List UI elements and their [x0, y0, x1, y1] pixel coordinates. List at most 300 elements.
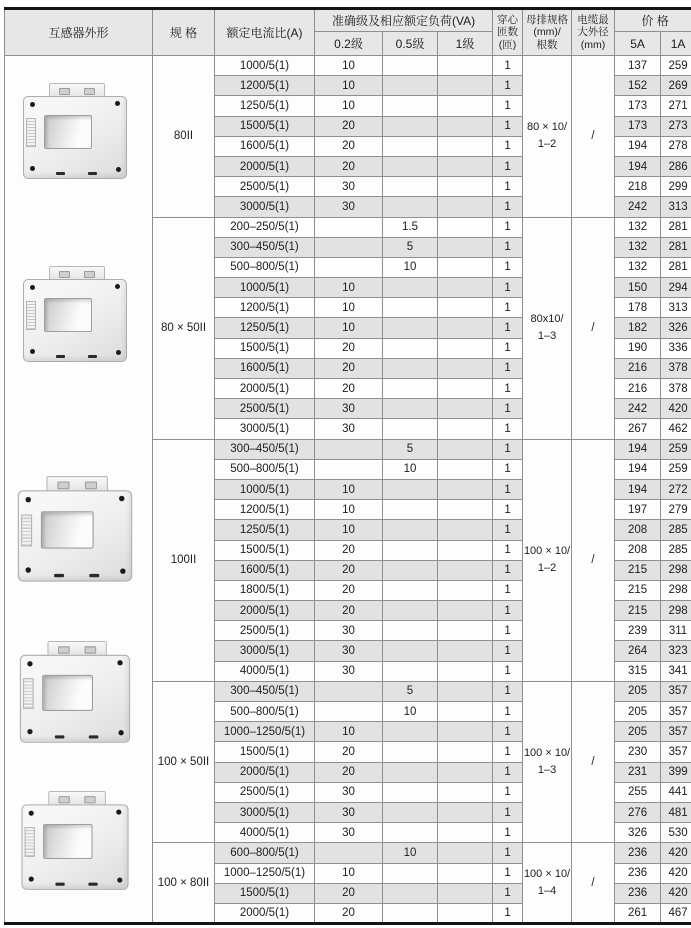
- turns-cell: 1: [493, 621, 523, 641]
- ratio-cell: 1500/5(1): [215, 883, 315, 903]
- class02-cell: [315, 217, 383, 237]
- class1-cell: [438, 722, 493, 742]
- price-1a-cell: 323: [661, 641, 691, 661]
- class05-cell: [383, 823, 438, 843]
- class05-cell: [383, 197, 438, 217]
- ratio-cell: 500–800/5(1): [215, 257, 315, 277]
- price-1a-cell: 462: [661, 419, 691, 439]
- class05-cell: [383, 318, 438, 338]
- table-header: [5, 9, 691, 56]
- class1-cell: [438, 621, 493, 641]
- header-cable-line: 电缆最: [577, 13, 609, 26]
- price-5a-cell: 236: [615, 863, 661, 883]
- header-cable: [572, 9, 615, 56]
- class05-cell: [383, 722, 438, 742]
- price-1a-cell: 357: [661, 702, 691, 722]
- price-5a-cell: 242: [615, 399, 661, 419]
- price-5a-cell: 267: [615, 419, 661, 439]
- price-1a-cell: 285: [661, 520, 691, 540]
- busbar-line: 80x10/: [530, 312, 564, 325]
- class02-cell: 20: [315, 379, 383, 399]
- price-5a-cell: 242: [615, 197, 661, 217]
- class05-cell: 1.5: [383, 217, 438, 237]
- price-5a-cell: 150: [615, 278, 661, 298]
- busbar-line: 100 × 10/: [523, 867, 571, 880]
- class02-cell: 10: [315, 863, 383, 883]
- class05-cell: [383, 419, 438, 439]
- price-5a-cell: 132: [615, 237, 661, 257]
- price-1a-cell: 420: [661, 863, 691, 883]
- turns-cell: 1: [493, 681, 523, 701]
- class02-cell: 30: [315, 782, 383, 802]
- price-5a-cell: 132: [615, 257, 661, 277]
- class1-cell: [438, 560, 493, 580]
- screw-icon: [119, 496, 125, 502]
- price-1a-cell: 420: [661, 883, 691, 903]
- header-cable-line: (mm): [580, 38, 606, 51]
- price-5a-cell: 137: [615, 56, 661, 76]
- ratio-cell: 300–450/5(1): [215, 237, 315, 257]
- turns-cell: 1: [493, 722, 523, 742]
- class02-cell: 30: [315, 197, 383, 217]
- busbar-line: 1–2: [537, 138, 557, 151]
- class05-cell: [383, 479, 438, 499]
- price-5a-cell: 205: [615, 681, 661, 701]
- foot-mark: [89, 574, 99, 577]
- header-shape: 互感器外形: [5, 9, 153, 56]
- price-1a-cell: 530: [661, 823, 691, 843]
- price-1a-cell: 378: [661, 379, 691, 399]
- price-5a-cell: 205: [615, 702, 661, 722]
- class1-cell: [438, 237, 493, 257]
- cable-cell: /: [572, 439, 615, 681]
- busbar-line: 1–4: [537, 884, 557, 897]
- class1-cell: [438, 540, 493, 560]
- price-1a-cell: 272: [661, 479, 691, 499]
- cable-cell: /: [572, 843, 615, 924]
- class05-cell: [383, 540, 438, 560]
- class1-cell: [438, 56, 493, 76]
- class05-cell: [383, 903, 438, 923]
- class1-cell: [438, 742, 493, 762]
- ratio-cell: 1200/5(1): [215, 76, 315, 96]
- price-5a-cell: 215: [615, 580, 661, 600]
- ratio-cell: 1250/5(1): [215, 318, 315, 338]
- foot-mark: [55, 735, 65, 738]
- class1-cell: [438, 782, 493, 802]
- class05-cell: [383, 358, 438, 378]
- ratio-cell: 1000/5(1): [215, 56, 315, 76]
- busbar-line: 80 × 10/: [526, 121, 568, 134]
- turns-cell: 1: [493, 96, 523, 116]
- class1-cell: [438, 197, 493, 217]
- price-1a-cell: 298: [661, 601, 691, 621]
- turns-cell: 1: [493, 419, 523, 439]
- class02-cell: [315, 459, 383, 479]
- class1-cell: [438, 419, 493, 439]
- class02-cell: 20: [315, 540, 383, 560]
- rating-label: [21, 515, 32, 547]
- ratio-cell: 1000–1250/5(1): [215, 722, 315, 742]
- class02-cell: 10: [315, 298, 383, 318]
- transformer-body: [23, 96, 127, 179]
- turns-cell: 1: [493, 56, 523, 76]
- price-1a-cell: 299: [661, 177, 691, 197]
- header-class-1: 1级: [438, 32, 493, 56]
- turns-cell: 1: [493, 560, 523, 580]
- class1-cell: [438, 661, 493, 681]
- current-transformer-photo-100×80II: [21, 791, 128, 890]
- ratio-cell: 500–800/5(1): [215, 459, 315, 479]
- screw-icon: [116, 810, 121, 815]
- spec-cell: 80 × 50II: [153, 217, 215, 439]
- class02-cell: 10: [315, 722, 383, 742]
- price-5a-cell: 178: [615, 298, 661, 318]
- class1-cell: [438, 479, 493, 499]
- busbar-cell: [523, 843, 572, 924]
- screw-icon: [27, 729, 32, 734]
- class1-cell: [438, 257, 493, 277]
- ratio-cell: 300–450/5(1): [215, 439, 315, 459]
- class1-cell: [438, 278, 493, 298]
- class05-cell: [383, 56, 438, 76]
- price-1a-cell: 273: [661, 116, 691, 136]
- price-1a-cell: 357: [661, 722, 691, 742]
- class1-cell: [438, 883, 493, 903]
- header-accuracy-group: 准确级及相应额定负荷(VA): [315, 9, 493, 32]
- screw-icon: [120, 568, 126, 574]
- busbar-cell: [523, 439, 572, 681]
- turns-cell: 1: [493, 156, 523, 176]
- price-1a-cell: 281: [661, 257, 691, 277]
- price-1a-cell: 336: [661, 338, 691, 358]
- price-1a-cell: 481: [661, 802, 691, 822]
- price-1a-cell: 378: [661, 358, 691, 378]
- ratio-cell: 2000/5(1): [215, 601, 315, 621]
- ratio-cell: 3000/5(1): [215, 197, 315, 217]
- class05-cell: 5: [383, 681, 438, 701]
- turns-cell: 1: [493, 177, 523, 197]
- class1-cell: [438, 156, 493, 176]
- header-busbar-line: (mm)/: [533, 26, 561, 39]
- price-1a-cell: 279: [661, 500, 691, 520]
- turns-cell: 1: [493, 540, 523, 560]
- price-5a-cell: 231: [615, 762, 661, 782]
- turns-cell: 1: [493, 802, 523, 822]
- ratio-cell: 1500/5(1): [215, 338, 315, 358]
- class02-cell: 10: [315, 520, 383, 540]
- price-1a-cell: 298: [661, 580, 691, 600]
- current-transformer-photo-80×50II: [23, 266, 127, 362]
- ratio-cell: 2000/5(1): [215, 903, 315, 923]
- class05-cell: [383, 76, 438, 96]
- class1-cell: [438, 641, 493, 661]
- ratio-cell: 1800/5(1): [215, 580, 315, 600]
- price-5a-cell: 190: [615, 338, 661, 358]
- transformer-body: [20, 655, 130, 743]
- ratio-cell: 3000/5(1): [215, 641, 315, 661]
- class02-cell: 20: [315, 358, 383, 378]
- ratio-cell: 2500/5(1): [215, 399, 315, 419]
- class05-cell: 10: [383, 702, 438, 722]
- class05-cell: 5: [383, 439, 438, 459]
- busbar-line: 100 × 10/: [523, 545, 571, 558]
- class05-cell: [383, 96, 438, 116]
- class02-cell: 30: [315, 802, 383, 822]
- screw-icon: [29, 876, 34, 881]
- turns-cell: 1: [493, 823, 523, 843]
- header-turns: [493, 9, 523, 56]
- class05-cell: [383, 742, 438, 762]
- busbar-window: [44, 115, 92, 149]
- rating-label: [26, 118, 36, 147]
- price-1a-cell: 259: [661, 56, 691, 76]
- turns-cell: 1: [493, 136, 523, 156]
- price-5a-cell: 218: [615, 177, 661, 197]
- class05-cell: [383, 379, 438, 399]
- screw-icon: [116, 167, 121, 172]
- price-5a-cell: 216: [615, 379, 661, 399]
- ratio-cell: 1000/5(1): [215, 479, 315, 499]
- current-transformer-photo-80II: [23, 83, 127, 179]
- busbar-window: [44, 298, 92, 332]
- price-5a-cell: 236: [615, 883, 661, 903]
- class02-cell: 10: [315, 56, 383, 76]
- turns-cell: 1: [493, 762, 523, 782]
- ratio-cell: 1600/5(1): [215, 358, 315, 378]
- ratio-cell: 2500/5(1): [215, 782, 315, 802]
- price-1a-cell: 357: [661, 681, 691, 701]
- price-1a-cell: 399: [661, 762, 691, 782]
- transformer-photos: [5, 56, 152, 922]
- class05-cell: [383, 601, 438, 621]
- price-5a-cell: 194: [615, 136, 661, 156]
- class05-cell: [383, 177, 438, 197]
- price-1a-cell: 420: [661, 843, 691, 863]
- class02-cell: 20: [315, 136, 383, 156]
- busbar-line: 100 × 10/: [523, 747, 571, 760]
- class05-cell: [383, 883, 438, 903]
- turns-cell: 1: [493, 298, 523, 318]
- turns-cell: 1: [493, 217, 523, 237]
- class02-cell: [315, 257, 383, 277]
- price-1a-cell: 281: [661, 217, 691, 237]
- busbar-line: 1–2: [537, 562, 557, 575]
- screw-icon: [27, 661, 32, 666]
- class02-cell: 30: [315, 419, 383, 439]
- class02-cell: 10: [315, 500, 383, 520]
- class05-cell: [383, 560, 438, 580]
- class1-cell: [438, 439, 493, 459]
- screw-icon: [118, 730, 123, 735]
- price-1a-cell: 259: [661, 439, 691, 459]
- class05-cell: [383, 580, 438, 600]
- turns-cell: 1: [493, 863, 523, 883]
- transformer-body: [23, 279, 127, 362]
- class1-cell: [438, 823, 493, 843]
- busbar-cell: [523, 681, 572, 843]
- class05-cell: [383, 116, 438, 136]
- price-5a-cell: 255: [615, 782, 661, 802]
- turns-cell: 1: [493, 520, 523, 540]
- price-1a-cell: 313: [661, 298, 691, 318]
- class02-cell: 30: [315, 641, 383, 661]
- class1-cell: [438, 96, 493, 116]
- shape-column: [5, 56, 153, 924]
- class1-cell: [438, 298, 493, 318]
- spec-cell: 100 × 50II: [153, 681, 215, 843]
- price-1a-cell: 357: [661, 742, 691, 762]
- price-5a-cell: 230: [615, 742, 661, 762]
- price-5a-cell: 197: [615, 500, 661, 520]
- class1-cell: [438, 601, 493, 621]
- class05-cell: [383, 863, 438, 883]
- header-busbar-line: 母排规格: [526, 13, 569, 26]
- ratio-cell: 600–800/5(1): [215, 843, 315, 863]
- ratio-cell: 200–250/5(1): [215, 217, 315, 237]
- class02-cell: 20: [315, 762, 383, 782]
- class05-cell: [383, 782, 438, 802]
- price-1a-cell: 298: [661, 560, 691, 580]
- class05-cell: [383, 136, 438, 156]
- busbar-line: 1–3: [537, 764, 557, 777]
- spec-cell: 80II: [153, 56, 215, 218]
- price-5a-cell: 208: [615, 540, 661, 560]
- turns-cell: 1: [493, 883, 523, 903]
- turns-cell: 1: [493, 318, 523, 338]
- class1-cell: [438, 762, 493, 782]
- screw-icon: [115, 101, 120, 106]
- price-5a-cell: 173: [615, 96, 661, 116]
- cable-cell: /: [572, 217, 615, 439]
- current-transformer-photo-100II: [18, 476, 132, 582]
- price-5a-cell: 315: [615, 661, 661, 681]
- class05-cell: [383, 500, 438, 520]
- ratio-cell: 2500/5(1): [215, 621, 315, 641]
- class02-cell: 20: [315, 742, 383, 762]
- class1-cell: [438, 520, 493, 540]
- class05-cell: 10: [383, 257, 438, 277]
- class1-cell: [438, 338, 493, 358]
- turns-cell: 1: [493, 278, 523, 298]
- turns-cell: 1: [493, 843, 523, 863]
- class05-cell: [383, 661, 438, 681]
- class02-cell: 20: [315, 156, 383, 176]
- class1-cell: [438, 843, 493, 863]
- price-1a-cell: 467: [661, 903, 691, 923]
- class1-cell: [438, 318, 493, 338]
- class02-cell: 20: [315, 903, 383, 923]
- ratio-cell: 1250/5(1): [215, 520, 315, 540]
- screw-icon: [29, 811, 34, 816]
- class05-cell: [383, 802, 438, 822]
- price-5a-cell: 205: [615, 722, 661, 742]
- turns-cell: 1: [493, 661, 523, 681]
- class05-cell: [383, 621, 438, 641]
- class1-cell: [438, 116, 493, 136]
- class05-cell: 5: [383, 237, 438, 257]
- class1-cell: [438, 217, 493, 237]
- ratio-cell: 1200/5(1): [215, 298, 315, 318]
- foot-mark: [55, 883, 64, 886]
- price-1a-cell: 271: [661, 96, 691, 116]
- class02-cell: 20: [315, 580, 383, 600]
- price-5a-cell: 208: [615, 520, 661, 540]
- turns-cell: 1: [493, 782, 523, 802]
- class02-cell: 30: [315, 621, 383, 641]
- busbar-window: [42, 675, 93, 711]
- class1-cell: [438, 903, 493, 923]
- class02-cell: [315, 681, 383, 701]
- transformer-body: [18, 490, 132, 581]
- price-5a-cell: 194: [615, 479, 661, 499]
- class1-cell: [438, 358, 493, 378]
- ratio-cell: 2000/5(1): [215, 156, 315, 176]
- screw-icon: [30, 349, 35, 354]
- screw-icon: [116, 350, 121, 355]
- class05-cell: [383, 298, 438, 318]
- turns-cell: 1: [493, 257, 523, 277]
- header-ratio: 额定电流比(A): [215, 9, 315, 56]
- ratio-cell: 1600/5(1): [215, 560, 315, 580]
- class05-cell: 10: [383, 459, 438, 479]
- ratio-cell: 1250/5(1): [215, 96, 315, 116]
- ratio-cell: 3000/5(1): [215, 419, 315, 439]
- class02-cell: [315, 237, 383, 257]
- screw-icon: [117, 660, 122, 665]
- screw-icon: [30, 102, 35, 107]
- price-1a-cell: 278: [661, 136, 691, 156]
- foot-mark: [56, 172, 65, 175]
- cable-cell: /: [572, 681, 615, 843]
- price-1a-cell: 441: [661, 782, 691, 802]
- busbar-window: [43, 824, 92, 859]
- class02-cell: 30: [315, 399, 383, 419]
- ratio-cell: 2000/5(1): [215, 762, 315, 782]
- header-price-5a: 5A: [615, 32, 661, 56]
- price-5a-cell: 236: [615, 843, 661, 863]
- ratio-cell: 3000/5(1): [215, 802, 315, 822]
- price-5a-cell: 194: [615, 459, 661, 479]
- rating-label: [26, 301, 36, 330]
- ratio-cell: 1500/5(1): [215, 540, 315, 560]
- turns-cell: 1: [493, 197, 523, 217]
- foot-mark: [56, 355, 65, 358]
- price-5a-cell: 215: [615, 560, 661, 580]
- spec-cell: 100 × 80II: [153, 843, 215, 924]
- header-turns-line: (匝): [498, 38, 517, 51]
- turns-cell: 1: [493, 500, 523, 520]
- class02-cell: 30: [315, 177, 383, 197]
- rating-label: [25, 827, 35, 857]
- ratio-cell: 2000/5(1): [215, 379, 315, 399]
- price-1a-cell: 294: [661, 278, 691, 298]
- price-5a-cell: 132: [615, 217, 661, 237]
- turns-cell: 1: [493, 479, 523, 499]
- ratio-cell: 4000/5(1): [215, 661, 315, 681]
- header-spec: 规 格: [153, 9, 215, 56]
- price-5a-cell: 152: [615, 76, 661, 96]
- class1-cell: [438, 76, 493, 96]
- class1-cell: [438, 580, 493, 600]
- header-busbar-line: 根数: [536, 38, 558, 51]
- busbar-cell: [523, 217, 572, 439]
- price-1a-cell: 281: [661, 237, 691, 257]
- transformer-spec-table: [4, 7, 691, 925]
- ratio-cell: 1500/5(1): [215, 742, 315, 762]
- price-5a-cell: 264: [615, 641, 661, 661]
- table-body: [5, 56, 691, 924]
